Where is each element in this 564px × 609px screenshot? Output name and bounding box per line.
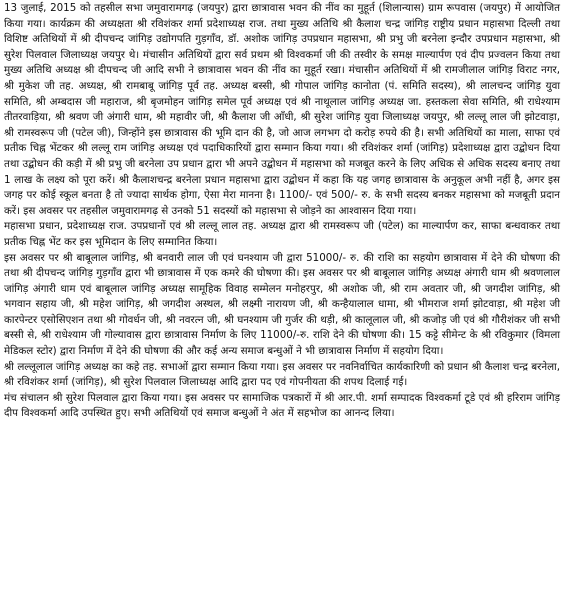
paragraph-donations: इस अवसर पर श्री बाबूलाल जांगिड़, श्री बनवारी लाल जी एवं घनश्याम जी द्वारा 51000/- रु. की राशि का सहयोग छात्रावास में देने की घोषणा की तथा श्री दीपचन्द जांगिड़ गुड़गाँव द्वारा भी छात्रावास में एक कमरे की घोषणा की। इस अवसर पर श्री बाबूलाल जांगिड़ अध्यक्ष अंगारी धाम श्री श्रवणलाल जांगिड़ अंगारी धाम एवं बाबूलाल जांगिड़ अध्यक्ष सामूहिक विवाह सम्मेलन मनोहरपुर, श्री अशोक जी, श्री राम अवतार जी, श्री जगदीश जांगिड़, श्री भगवान सहाय जी, श्री महेश जांगिड़, श्री जगदीश अस्थल, श्री लक्ष्मी नारायण जी, श्री कन्हैयालाल धामा, श्री भीमराज शर्मा झोटवाड़ा, श्री महेश जी कारपेन्टर एसोसिएशन तथा श्री गोवर्धन जी, श्री नवरत्न जी, श्री घनश्याम जी गुर्जर की थड़ी, श्री कालूलाल जी, श्री कजोड़ जी एवं श्री गौरीशंकर जी सभी बस्सी से, श्री राधेश्याम जी गोल्यावास द्वारा छात्रावास निर्माण के लिए 11000/-रु. राशि देने की घोषणा की। 15 कट्टे सीमेन्ट के श्री रविकुमार (विमला मेडिकल स्टोर) द्वारा निर्माण में देने की घोषणा की और कई अन्य समाज बन्धुओं ने भी छात्रावास निर्माण में सहयोग दिया। [4,251,560,358]
paragraph-oath-ceremony: श्री लल्लूलाल जांगिड़ अध्यक्ष का कहे तह. सभाओं द्वारा सम्मान किया गया। इस अवसर पर नवनिर्वाचित कार्यकारिणी को प्रधान श्री कैलाश चन्द्र बरनेला, श्री रविशंकर शर्मा (जांगिड़), श्री सुरेश पिलवाल जिलाध्यक्ष आदि द्वारा पद एवं गोपनीयता की शपथ दिलाई गई। [4,360,560,389]
paragraph-closing: मंच संचालन श्री सुरेश पिलवाल द्वारा किया गया। इस अवसर पर सामाजिक पत्रकारों में श्री आर.पी. शर्मा सम्पादक विश्वकर्मा टूडे एवं श्री हरिराम जांगिड़ दीप विश्वकर्मा आदि उपस्थित हुए। सभी अतिथियों एवं समाज बन्धुओं ने अंत में सहभोज का आनन्द लिया। [4,391,560,420]
paragraph-land-donor-honour: महासभा प्रधान, प्रदेशाध्यक्ष राज. उपप्रधानों एवं श्री लल्लू लाल तह. अध्यक्ष द्वारा श्री रामस्वरूप जी (पटेल) का माल्यार्पण कर, साफा बन्धवाकर तथा प्रतीक चिह्न भेंट कर इस भूमिदान के लिए सम्मानित किया। [4,220,560,248]
paragraph-foundation-ceremony: 13 जुलाई, 2015 को तहसील सभा जमुवारामगढ़ (जयपुर) द्वारा छात्रावास भवन की नींव का मुहूर्त (शिलान्यास) ग्राम रूपवास (जयपुर) में आयोजित किया गया। कार्यक्रम की अध्यक्षता श्री रविशंकर शर्मा प्रदेशाध्यक्ष राज. तथा मुख्य अतिथि श्री कैलाश चन्द्र जांगिड़ राष्ट्रीय प्रधान महासभा दिल्ली तथा विशिष्ट अतिथियों में श्री दीपचन्द जांगिड़ उद्योगपति गुड़गाँव, डॉ. अशोक जांगिड़ उपप्रधान महासभा, श्री प्रभु जी बरनेला इन्दौर उपप्रधान महासभा, श्री सुरेश पिलवाल जिलाध्यक्ष जयपुर थे। मंचासीन अतिथियों द्वारा सर्व प्रथम श्री विश्वकर्मा जी की तस्वीर के समक्ष माल्यार्पण एवं दीप प्रज्वलन किया तथा मुख्य अतिथि अध्यक्ष श्री दीपचन्द जी आदि सभी ने छात्रावास भवन की नींव का मुहूर्त रखा। मंचासीन अतिथियों में श्री रामजीलाल जांगिड़ विराट नगर, श्री मुकेश जी तह. अध्यक्ष, श्री रामबाबू जांगिड़ पूर्व तह. अध्यक्ष बस्सी, श्री गोपाल जांगिड़ कानोता (पं. समिति सदस्य), श्री लालचन्द जांगिड़ युवा समिति, श्री अम्बदास जी महाराज, श्री बृजमोहन जांगिड़ समेल पूर्व अध्यक्ष एवं श्री नाथूलाल जांगिड़ अध्यक्ष जा. हस्तकला सेवा समिति, श्री राधेश्याम तीतरवाड़िया, श्री श्रवण जी अंगारी धाम, श्री महावीर जी, श्री कैलाश जी आँधी, श्री सुरेश जांगिड़ युवा जिलाध्यक्ष जयपुर, श्री लल्लू लाल जी झोटवाड़ा, श्री रामस्वरूप जी (पटेल जी), जिन्होंने इस छात्रावास की भूमि दान की है, जो आज लगभग दो करोड़ रुपये की है। सभी अतिथियों का माला, साफा एवं प्रतीक चिह्न भेंटकर श्री लल्लू राम जांगिड़ अध्यक्ष एवं पदाधिकारियों द्वारा सम्मान किया गया। श्री रविशंकर शर्मा (जांगिड़) प्रदेशाध्यक्ष द्वारा उद्बोधन दिया तथा उद्बोधन की कड़ी में श्री प्रभु जी बरनेला उप प्रधान द्वारा भी अपने उद्बोधन में महासभा को मजबूत करने के लिए अधिक से अधिक सदस्य बनाए तथा 1 लाख के लक्ष्य को पूरा करें। श्री कैलाशचन्द्र बरनेला प्रधान महासभा द्वारा उद्बोधन में कहा कि यह जगह छात्रावास के अनुकूल अभी नहीं है, अगर इस जगह पर कोई स्कूल बनता है तो ज्यादा सार्थक होगा, ऐसा मेरा मानना है। 1100/- एवं 500/- रु. के सभी सदस्य बनकर महासभा को मजबूती प्रदान करें। इस अवसर पर तहसील जमुवारामगढ़ से उनको 51 सदस्यों को महासभा से जोड़ने का आश्वासन दिया गया। [4,2,560,217]
